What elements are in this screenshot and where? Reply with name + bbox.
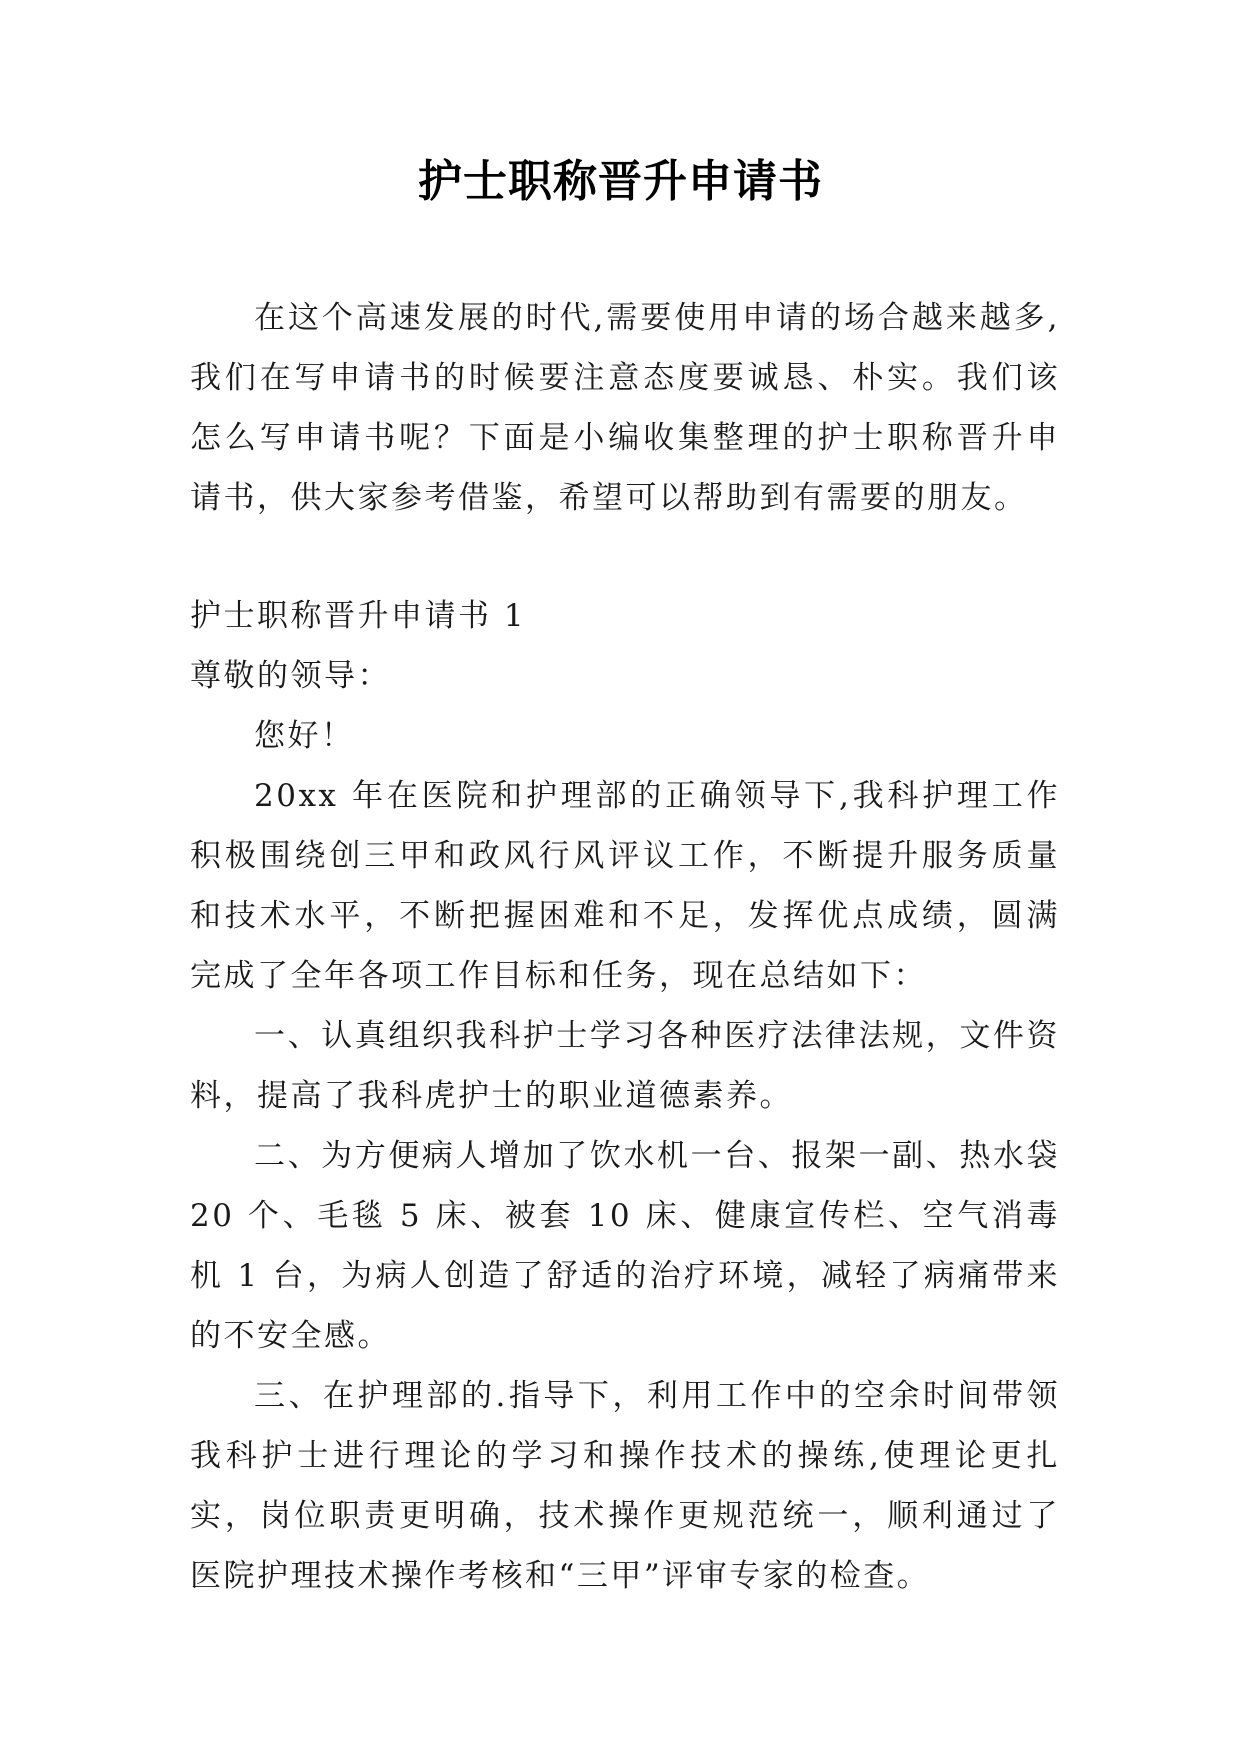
salutation: 尊敬的领导： xyxy=(190,658,391,694)
body-paragraph-item-2: 二、为方便病人增加了饮水机一台、报架一副、热水袋 20 个、毛毯 5 床、被套 10 床、健康宣传栏、空气消毒机 1 台，为病人创造了舒适的治疗环境，减轻了病痛带来的不安全感。 xyxy=(190,1138,1060,1354)
greeting: 您好！ xyxy=(254,718,355,754)
body-paragraph-item-3: 三、在护理部的.指导下，利用工作中的空余时间带领我科护士进行理论的学习和操作技术的操练,使理论更扎实，岗位职责更明确，技术操作更规范统一，顺利通过了医院护理技术操作考核和“三甲”评审专家的检查。 xyxy=(190,1378,1060,1594)
document-title: 护士职称晋升申请书 xyxy=(418,156,823,207)
body-paragraph-item-1: 一、认真组织我科护士学习各种医疗法律法规，文件资料，提高了我科虎护士的职业道德素养。 xyxy=(190,1018,1060,1114)
intro-paragraph: 在这个高速发展的时代,需要使用申请的场合越来越多,我们在写申请书的时候要注意态度要诚恳、朴实。我们该怎么写申请书呢？下面是小编收集整理的护士职称晋升申请书，供大家参考借鉴，希望可以帮助到有需要的朋友。 xyxy=(190,300,1060,516)
section-heading: 护士职称晋升申请书 1 xyxy=(190,598,527,634)
document-body xyxy=(190,288,1060,1606)
spacer xyxy=(190,528,1060,586)
body-paragraph-summary: 20xx 年在医院和护理部的正确领导下,我科护理工作积极围绕创三甲和政风行风评议工作，不断提升服务质量和技术水平，不断把握困难和不足，发挥优点成绩，圆满完成了全年各项工作目标和任务，现在总结如下： xyxy=(190,778,1060,994)
